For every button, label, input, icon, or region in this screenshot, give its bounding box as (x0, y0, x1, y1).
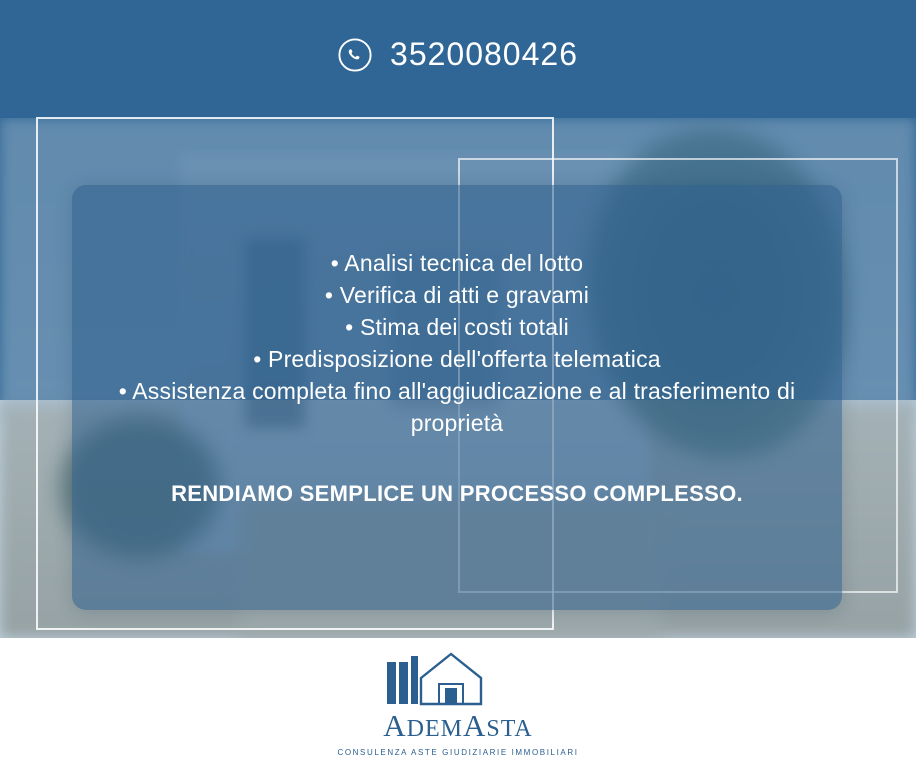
brand-logo (0, 650, 916, 757)
house-building-icon (373, 648, 543, 706)
logo-name-cap: A (462, 708, 487, 743)
tagline: RENDIAMO SEMPLICE UN PROCESSO COMPLESSO. (171, 481, 743, 506)
logo-name-suffix: STA (486, 716, 533, 742)
logo-name-mid: DEM (406, 716, 463, 742)
info-card (72, 185, 842, 610)
service-list (72, 247, 842, 439)
phone-number[interactable]: 3520080426 (390, 36, 578, 72)
list-item: • Predisposizione dell'offerta telematica (72, 343, 842, 375)
list-item: • Stima dei costi totali (72, 311, 842, 343)
logo-subtitle: CONSULENZA ASTE GIUDIZIARIE IMMOBILIARI (337, 748, 579, 757)
list-item: • Analisi tecnica del lotto (72, 247, 842, 279)
logo-wordmark (383, 708, 533, 744)
logo-name-prefix: A (383, 708, 407, 743)
info-card-content (72, 185, 842, 610)
list-item: • Verifica di atti e gravami (72, 279, 842, 311)
list-item: • Assistenza completa fino all'aggiudicazione e al trasferimento di proprietà (72, 375, 842, 439)
logo-mark (373, 650, 543, 706)
contact-header (0, 36, 916, 73)
whatsapp-icon (338, 38, 372, 72)
